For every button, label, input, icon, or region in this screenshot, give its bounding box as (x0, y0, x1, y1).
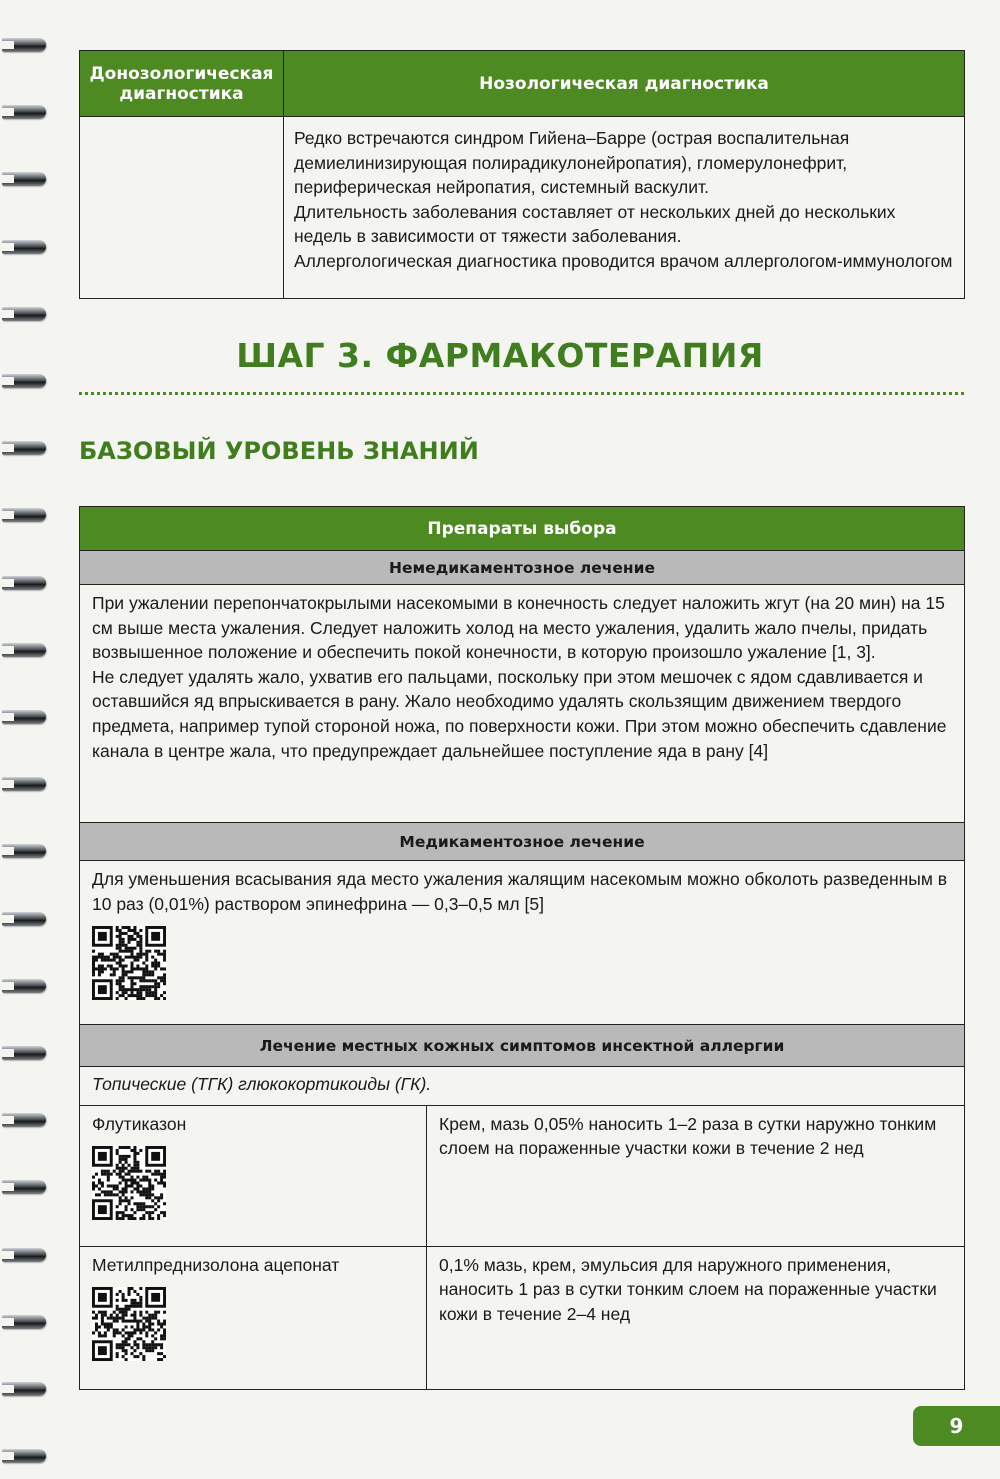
spiral-ring (2, 441, 46, 455)
donosological-header: Донозологическая диагностика (80, 51, 284, 117)
local-treatment-subtitle: Топические (ТГК) глюкокортикоиды (ГК). (80, 1067, 965, 1106)
spiral-ring (2, 307, 46, 321)
diagnostics-table (79, 50, 964, 299)
spiral-ring (2, 508, 46, 522)
spiral-ring (2, 172, 46, 186)
qr-code-methylprednisolone[interactable] (92, 1287, 166, 1361)
drugs-table (79, 506, 964, 1390)
spiral-ring (2, 643, 46, 657)
qr-code-epinephrine[interactable] (92, 926, 166, 1000)
nosological-header: Нозологическая диагностика (284, 51, 965, 117)
drug-treatment-text: Для уменьшения всасывания яда место ужаления жалящим насекомым можно обколоть разведенным в 10 раз (0,01%) раствором эпинефрина — 0,3–0,5 мл [5] (92, 869, 948, 914)
drug-name-cell (80, 1105, 427, 1246)
paragraph: При ужалении перепончатокрылыми насекомыми в конечность следует наложить жгут (на 20 мин) на 15 см выше места ужаления. Следует наложить холод на место ужаления, удалить жало пчелы, придать возвышенное положение и обеспечить покой конечности, в которую произошло ужаление [1, 3]. (92, 593, 945, 663)
drug-treatment-header: Медикаментозное лечение (80, 823, 965, 861)
drug-name: Флутиказон (92, 1113, 187, 1134)
drug-treatment-cell (80, 861, 965, 1025)
dotted-divider (79, 392, 964, 395)
donosological-cell (80, 117, 284, 299)
spiral-ring (2, 844, 46, 858)
drug-name-cell (80, 1246, 427, 1389)
drug-dose: Крем, мазь 0,05% наносить 1–2 раза в сутки наружно тонким слоем на пораженные участки кожи в течение 2 нед (427, 1105, 965, 1246)
spiral-ring (2, 1180, 46, 1194)
paragraph: Длительность заболевания составляет от нескольких дней до нескольких недель в зависимости от тяжести заболевания. (294, 201, 896, 247)
spiral-ring (2, 1382, 46, 1396)
paragraph: Редко встречаются синдром Гийена–Барре (острая воспалительная демиелинизирующая полирадикулонейропатия), гломерулонефрит, периферическая нейропатия, системный васкулит. (294, 128, 850, 198)
spiral-ring (2, 105, 46, 119)
qr-code-fluticasone[interactable] (92, 1146, 166, 1220)
spiral-ring (2, 38, 46, 52)
nosological-cell (284, 117, 965, 299)
spiral-ring (2, 1113, 46, 1127)
spiral-ring (2, 374, 46, 388)
spiral-ring (2, 576, 46, 590)
step-title: ШАГ 3. ФАРМАКОТЕРАПИЯ (236, 336, 764, 375)
section-title: БАЗОВЫЙ УРОВЕНЬ ЗНАНИЙ (79, 437, 479, 465)
spiral-ring (2, 1248, 46, 1262)
page-number: 9 (913, 1406, 1000, 1446)
spiral-ring (2, 1046, 46, 1060)
drug-name: Метилпреднизолона ацепонат (92, 1254, 340, 1275)
spiral-ring (2, 979, 46, 993)
spiral-ring (2, 912, 46, 926)
spiral-ring (2, 777, 46, 791)
paragraph: Не следует удалять жало, ухватив его пальцами, поскольку при этом мешочек с ядом сдавливается и оставшийся яд впрыскивается в рану. Жало необходимо удалять скользящим движением твердого предмета, например тупой стороной ножа, по поверхности кожи. При этом можно обеспечить сдавление канала в центре жала, что предупреждает дальнейшее поступление яда в рану [4] (92, 666, 947, 761)
spiral-ring (2, 1315, 46, 1329)
drug-dose: 0,1% мазь, крем, эмульсия для наружного применения, наносить 1 раз в сутки тонким слоем на пораженные участки кожи в течение 2–4 нед (427, 1246, 965, 1389)
drugs-of-choice-header: Препараты выбора (80, 507, 965, 551)
spiral-binding (0, 0, 52, 1479)
nondrug-treatment-text (80, 585, 965, 823)
local-treatment-header: Лечение местных кожных симптомов инсектной аллергии (80, 1025, 965, 1067)
paragraph: Аллергологическая диагностика проводится врачом аллергологом-иммунологом (294, 250, 953, 271)
spiral-ring (2, 240, 46, 254)
nondrug-treatment-header: Немедикаментозное лечение (80, 551, 965, 585)
spiral-ring (2, 710, 46, 724)
spiral-ring (2, 1449, 46, 1463)
